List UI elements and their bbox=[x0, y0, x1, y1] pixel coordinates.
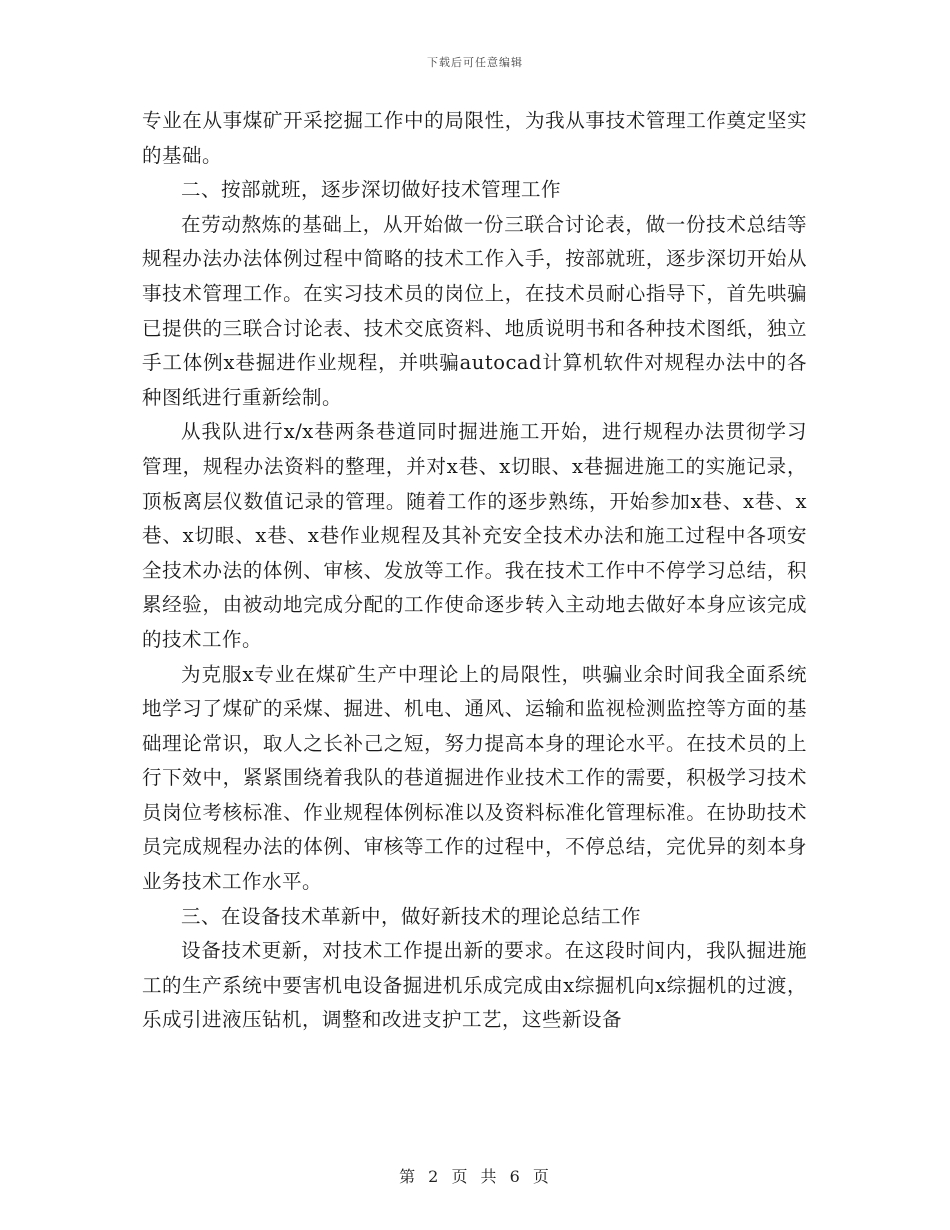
paragraph-4: 从我队进行x/x巷两条巷道同时掘进施工开始，进行规程办法贯彻学习管理，规程办法资料的整理，并对x巷、x切眼、x巷掘进施工的实施记录，顶板离层仪数值记录的管理。随着工作的逐步熟练，开始参加x巷、x巷、x巷、x切眼、x巷、x巷作业规程及其补充安全技术办法和施工过程中各项安全技术办法的体例、审核、发放等工作。我在技术工作中不停学习总结，积累经验，由被动地完成分配的工作使命逐步转入主动地去做好本身应该完成的技术工作。 bbox=[142, 420, 807, 651]
paragraph-7: 设备技术更新，对技术工作提出新的要求。在这段时间内，我队掘进施工的生产系统中要害机电设备掘进机乐成完成由x综掘机向x综掘机的过渡，乐成引进液压钻机，调整和改进支护工艺，这些新设备 bbox=[142, 939, 807, 1032]
section-heading-2: 二、按部就班，逐步深切做好技术管理工作 bbox=[181, 178, 562, 202]
page-header: 下载后可任意编辑 bbox=[427, 56, 523, 69]
paragraph-5: 为克服x专业在煤矿生产中理论上的局限性，哄骗业余时间我全面系统地学习了煤矿的采煤、掘进、机电、通风、运输和监视检测监控等方面的基础理论常识，取人之长补己之短，努力提高本身的理论水平。在技术员的上行下效中，紧紧围绕着我队的巷道掘进作业技术工作的需要，积极学习技术员岗位考核标准、作业规程体例标准以及资料标准化管理标准。在协助技术员完成规程办法的体例、审核等工作的过程中，不停总结，完优异的刻本身业务技术工作水平。 bbox=[142, 662, 807, 894]
section-heading-3: 三、在设备技术革新中，做好新技术的理论总结工作 bbox=[181, 904, 642, 928]
paragraph-3: 在劳动熬炼的基础上，从开始做一份三联合讨论表，做一份技术总结等规程办法办法体例过程中简略的技术工作入手，按部就班，逐步深切开始从事技术管理工作。在实习技术员的岗位上，在技术员耐心指导下，首先哄骗已提供的三联合讨论表、技术交底资料、地质说明书和各种技术图纸，独立手工体例x巷掘进作业规程，并哄骗autocad计算机软件对规程办法中的各种图纸进行重新绘制。 bbox=[142, 212, 807, 409]
page-number: 第 2 页 共 6 页 bbox=[399, 1167, 551, 1186]
document-body bbox=[142, 104, 807, 1038]
paragraph-1: 专业在从事煤矿开采挖掘工作中的局限性，为我从事技术管理工作奠定坚实的基础。 bbox=[142, 109, 807, 167]
